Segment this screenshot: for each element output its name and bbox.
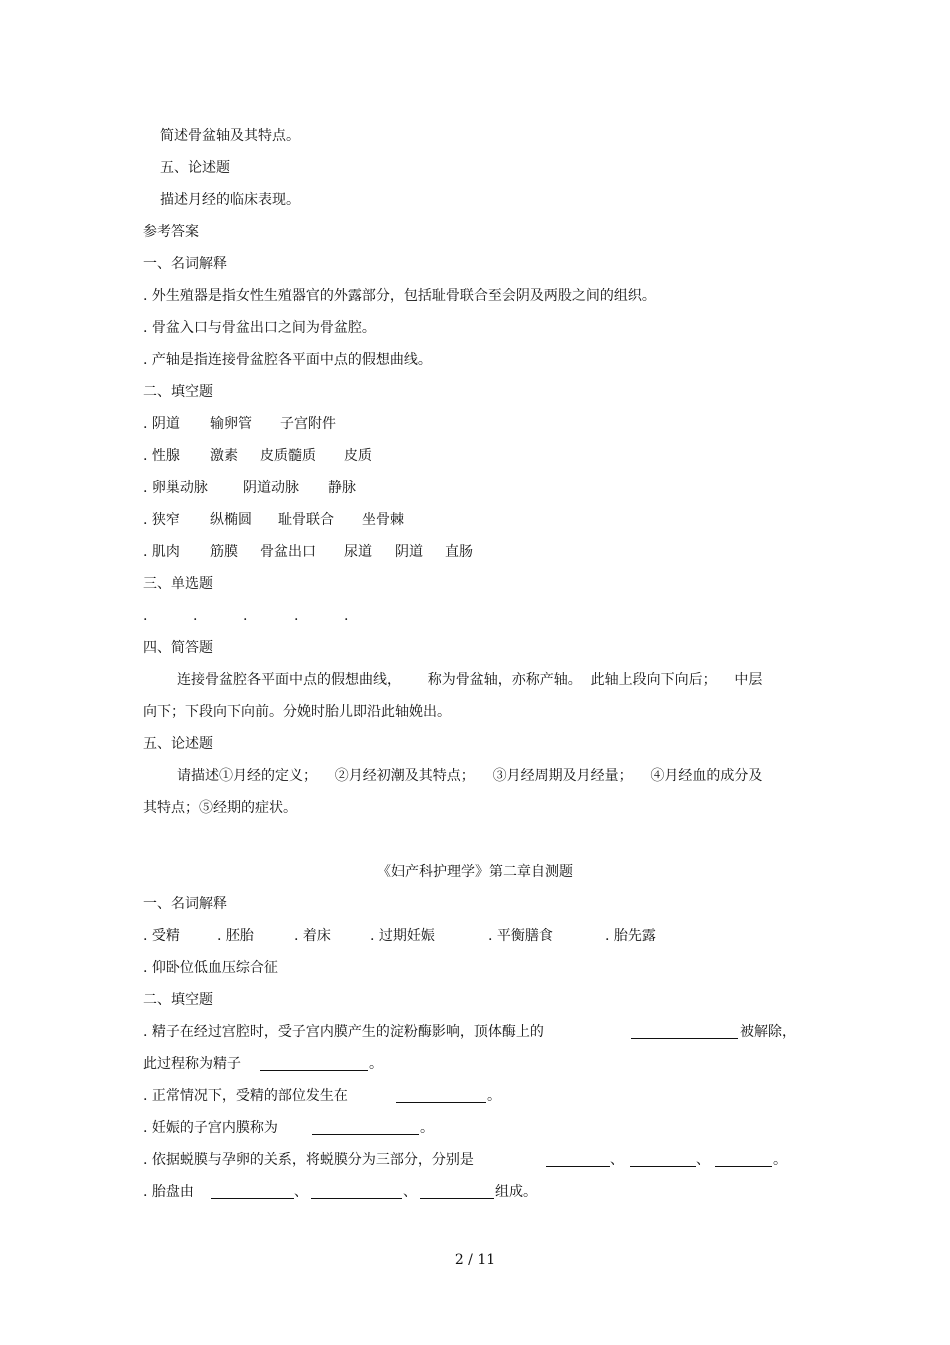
answer-word: 耻骨联合	[278, 512, 334, 528]
separator: 、	[610, 1152, 624, 1168]
section-heading: 四、简答题	[143, 640, 213, 656]
term-item: . 胎先露	[605, 928, 656, 944]
answer-word: . 性腺	[143, 448, 180, 464]
answer-word: 阴道动脉	[243, 480, 299, 496]
answer-blank[interactable]	[396, 1090, 486, 1103]
chapter-title: 《妇产科护理学》第二章自测题	[377, 864, 573, 880]
answer-blank[interactable]	[715, 1154, 772, 1167]
section-heading: 五、论述题	[160, 160, 230, 176]
term-item: . 过期妊娠	[370, 928, 435, 944]
answer-word: 阴道	[395, 544, 423, 560]
answer-word: 输卵管	[210, 416, 252, 432]
short-answer-text: 向下；下段向下向前。分娩时胎儿即沿此轴娩出。	[143, 704, 451, 720]
answer-blank[interactable]	[420, 1186, 494, 1199]
short-answer-text: 连接骨盆腔各平面中点的假想曲线， 称为骨盆轴，亦称产轴。 此轴上段向下向后； 中层	[177, 672, 763, 688]
term-item: . 着床	[294, 928, 331, 944]
answer-word: 骨盆出口	[260, 544, 316, 560]
fill-question: . 正常情况下，受精的部位发生在	[143, 1088, 348, 1104]
answer-item: . 外生殖器是指女性生殖器官的外露部分，包括耻骨联合至会阴及两股之间的组织。	[143, 288, 656, 304]
answer-blank[interactable]	[546, 1154, 610, 1167]
term-item: . 仰卧位低血压综合征	[143, 960, 278, 976]
mcq-dot: .	[193, 608, 198, 624]
answer-word: 直肠	[445, 544, 473, 560]
separator: 、	[696, 1152, 710, 1168]
term-item: . 胚胎	[217, 928, 254, 944]
essay-answer-text: 其特点；⑤经期的症状。	[143, 800, 297, 816]
question-text: 描述月经的临床表现。	[160, 192, 300, 208]
fill-question: 此过程称为精子	[143, 1056, 241, 1072]
essay-answer-text: 请描述①月经的定义； ②月经初潮及其特点； ③月经周期及月经量； ④月经血的成分及	[177, 768, 763, 784]
answer-blank[interactable]	[260, 1058, 368, 1071]
term-item: . 受精	[143, 928, 180, 944]
answer-word: . 狭窄	[143, 512, 180, 528]
answer-word: 静脉	[328, 480, 356, 496]
fill-question: . 依据蜕膜与孕卵的关系，将蜕膜分为三部分，分别是	[143, 1152, 474, 1168]
section-heading: 二、填空题	[143, 992, 213, 1008]
fill-question: 。	[773, 1152, 787, 1168]
answers-heading: 参考答案	[143, 224, 199, 240]
mcq-dot: .	[143, 608, 148, 624]
answer-word: 子宫附件	[280, 416, 336, 432]
answer-blank[interactable]	[312, 1122, 419, 1135]
fill-question: 。	[487, 1088, 501, 1104]
page-number: 2 / 11	[454, 1252, 496, 1268]
answer-word: 皮质髓质	[260, 448, 316, 464]
answer-blank[interactable]	[631, 1026, 738, 1039]
answer-word: 筋膜	[210, 544, 238, 560]
fill-question: 组成。	[495, 1184, 537, 1200]
answer-word: 皮质	[344, 448, 372, 464]
mcq-dot: .	[294, 608, 299, 624]
answer-item: . 产轴是指连接骨盆腔各平面中点的假想曲线。	[143, 352, 432, 368]
fill-question: . 胎盘由	[143, 1184, 194, 1200]
answer-item: . 骨盆入口与骨盆出口之间为骨盆腔。	[143, 320, 376, 336]
section-heading: 三、单选题	[143, 576, 213, 592]
section-heading: 一、名词解释	[143, 256, 227, 272]
section-heading: 二、填空题	[143, 384, 213, 400]
mcq-dot: .	[344, 608, 349, 624]
fill-question: . 妊娠的子宫内膜称为	[143, 1120, 278, 1136]
answer-word: . 卵巢动脉	[143, 480, 208, 496]
answer-word: . 阴道	[143, 416, 180, 432]
fill-question: 被解除，	[740, 1024, 796, 1040]
answer-word: . 肌肉	[143, 544, 180, 560]
answer-word: 激素	[210, 448, 238, 464]
mcq-dot: .	[243, 608, 248, 624]
term-item: . 平衡膳食	[488, 928, 553, 944]
answer-blank[interactable]	[211, 1186, 294, 1199]
section-heading: 五、论述题	[143, 736, 213, 752]
separator: 、	[294, 1184, 308, 1200]
fill-question: 。	[420, 1120, 434, 1136]
fill-question: 。	[369, 1056, 383, 1072]
answer-blank[interactable]	[311, 1186, 402, 1199]
answer-word: 坐骨棘	[362, 512, 404, 528]
answer-word: 尿道	[344, 544, 372, 560]
question-text: 简述骨盆轴及其特点。	[160, 128, 300, 144]
separator: 、	[403, 1184, 417, 1200]
section-heading: 一、名词解释	[143, 896, 227, 912]
answer-blank[interactable]	[630, 1154, 696, 1167]
fill-question: . 精子在经过宫腔时，受子宫内膜产生的淀粉酶影响，顶体酶上的	[143, 1024, 544, 1040]
answer-word: 纵椭圆	[210, 512, 252, 528]
